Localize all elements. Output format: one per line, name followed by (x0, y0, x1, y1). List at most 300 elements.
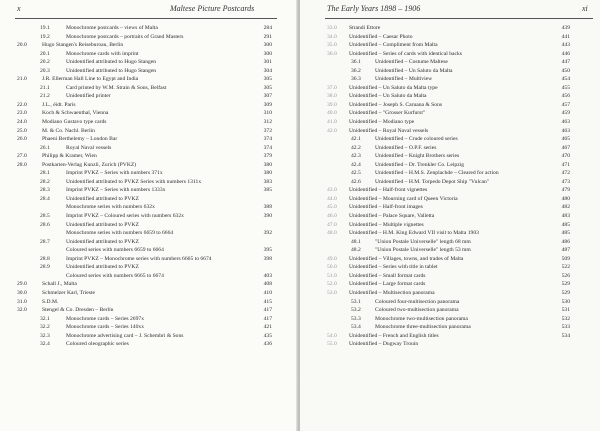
toc-entry (0, 221, 298, 230)
toc-entry-page: 300 (263, 42, 272, 49)
toc-entry-page: 439 (561, 25, 570, 31)
toc-entry-number: 20.0 (17, 42, 27, 49)
toc-entry (300, 323, 600, 332)
toc-entry-title: Imprint PVKZ – Monochrome series with numbers 6665 to 6674 (66, 255, 212, 262)
toc-entry-title: Monochrome cards – Series 2697x (66, 315, 144, 322)
toc-entry (0, 323, 298, 332)
toc-entry (300, 238, 600, 247)
toc-entry (300, 255, 600, 264)
toc-entry-page: 530 (561, 298, 570, 305)
toc-entry-title: S.D.M. (42, 298, 59, 305)
toc-entry-number: 30.0 (17, 289, 27, 296)
toc-entry-title: Unidentified – Multiview (375, 76, 433, 83)
right-header-rule (325, 18, 593, 19)
toc-entry (0, 161, 298, 170)
toc-entry (0, 58, 298, 67)
toc-entry-number: 33.0 (327, 25, 337, 31)
toc-entry (300, 127, 600, 136)
toc-entry-page: 380 (263, 161, 272, 168)
toc-entry-title: "Union Postale Universelle" length 68 mm (375, 238, 471, 245)
toc-entry-title: Unidentified – O.P.F. series (375, 144, 437, 151)
toc-entry-number: 51.0 (327, 272, 337, 279)
toc-entry-page: 408 (263, 281, 272, 288)
toc-entry-title: Unidentified – Large format cards (349, 281, 426, 288)
toc-entry-number: 28.3 (40, 187, 50, 194)
toc-entry-title: "Union Postale Universelle" length 53 mm (375, 247, 471, 254)
toc-entry (0, 238, 298, 247)
toc-entry (300, 152, 600, 161)
left-running-head (0, 4, 298, 18)
right-contents-list (300, 24, 600, 349)
toc-entry-page: 522 (561, 264, 570, 271)
toc-entry-page: 300 (263, 50, 272, 57)
toc-entry (300, 298, 600, 307)
toc-entry-page: 454 (561, 76, 570, 83)
toc-entry (300, 84, 600, 93)
toc-entry-title: Unidentified – French and English titles (349, 332, 439, 339)
toc-entry-title: Unidentified – Royal Naval vessels (349, 127, 429, 134)
toc-entry-number: 32.1 (40, 315, 50, 322)
toc-entry-number: 54.0 (327, 332, 337, 339)
toc-entry (0, 340, 298, 349)
toc-entry-page: 307 (263, 93, 272, 100)
toc-entry-page: 455 (561, 84, 570, 91)
toc-entry (300, 195, 600, 204)
toc-entry (300, 24, 600, 33)
toc-entry-title: Unidentified – H.M. Torpedo Depot Ship "Vulcan" (375, 178, 490, 185)
toc-entry-number: 45.0 (327, 204, 337, 211)
toc-entry-page: 304 (263, 67, 272, 74)
toc-entry-number: 24.0 (17, 119, 27, 126)
toc-entry-page: 467 (561, 144, 570, 151)
toc-entry (0, 195, 298, 204)
toc-entry (300, 169, 600, 178)
toc-entry-page: 447 (561, 59, 570, 66)
toc-entry-title: Imprint PVKZ – Series with numbers 371x (66, 170, 163, 177)
toc-entry-title: M. & Co. Nachl. Berlin (42, 127, 95, 134)
toc-entry-title: Unidentified attributed to PVKZ (66, 264, 139, 271)
toc-entry (300, 186, 600, 195)
toc-entry-title: Unidentified attributed to Hugo Stangen (66, 59, 157, 66)
toc-entry (300, 289, 600, 298)
toc-entry (0, 229, 298, 238)
toc-entry-title: Philipp & Kramer, Wien (42, 153, 97, 160)
toc-entry-title: Unidentified – Small format cards (349, 272, 426, 279)
toc-entry-number: 55.0 (327, 341, 337, 348)
toc-entry (0, 127, 298, 136)
toc-entry-number: 53.3 (351, 315, 361, 322)
toc-entry-number: 48.2 (351, 247, 361, 254)
toc-entry (0, 67, 298, 76)
toc-entry-page: 487 (561, 247, 570, 254)
toc-entry (0, 280, 298, 289)
toc-entry-title: Strandi Ettore (349, 25, 381, 31)
toc-entry-page: 435 (263, 332, 272, 339)
toc-entry-page: 533 (561, 324, 570, 331)
toc-entry-title: Imprint PVKZ – Series with numbers 1333x (66, 187, 166, 194)
toc-entry (0, 255, 298, 264)
toc-entry-number: 20.2 (40, 59, 50, 66)
toc-entry-number: 28.5 (40, 213, 50, 220)
toc-entry (300, 315, 600, 324)
toc-entry-title: Schall J., Malta (42, 281, 77, 288)
toc-entry-page: 463 (561, 119, 570, 126)
left-page-title: Maltese Picture Postcards (170, 4, 255, 13)
toc-entry-number: 28.2 (40, 178, 50, 185)
toc-entry (0, 109, 298, 118)
toc-entry-page: 310 (263, 110, 272, 117)
toc-entry-title: Unidentified – Villages, towns, and trades of Malta (349, 255, 464, 262)
toc-entry-number: 28.8 (40, 255, 50, 262)
toc-entry-number: 23.0 (17, 110, 27, 117)
toc-entry (300, 109, 600, 118)
toc-entry-number: 47.0 (327, 221, 337, 228)
toc-entry (0, 246, 298, 255)
toc-entry-number: 42.0 (327, 127, 337, 134)
toc-entry-title: Monochrome three-multisection panorama (375, 324, 471, 331)
left-contents-list (0, 24, 298, 349)
toc-entry (0, 212, 298, 221)
toc-entry-title: Coloured four-multisection panorama (375, 298, 460, 305)
toc-entry (0, 289, 298, 298)
toc-entry-page: 479 (561, 187, 570, 194)
toc-entry-number: 28.7 (40, 238, 50, 245)
toc-entry-title: Unidentified – Mourning card of Queen Victoria (349, 195, 458, 202)
toc-entry-number: 22.0 (17, 101, 27, 108)
toc-entry-page: 383 (263, 178, 272, 185)
toc-entry (300, 272, 600, 281)
toc-entry (0, 118, 298, 127)
toc-entry-title: J.L., éidt. Paris (42, 101, 76, 108)
toc-entry-number: 19.2 (40, 33, 50, 40)
toc-entry-page: 531 (561, 307, 570, 314)
toc-entry-number: 38.0 (327, 93, 337, 100)
toc-entry-number: 48.1 (351, 238, 361, 245)
toc-entry-page: 417 (263, 315, 272, 322)
toc-entry-page: 485 (561, 221, 570, 228)
toc-entry-page: 463 (561, 127, 570, 134)
toc-entry-number: 34.0 (327, 33, 337, 40)
toc-entry-number: 42.1 (351, 136, 361, 143)
toc-entry-title: Koch & Schwaenthal, Vienna (42, 110, 109, 117)
toc-entry-title: Coloured two-multisection panorama (375, 307, 459, 314)
toc-entry-title: Stengel & Co. Dresden – Berlin (42, 307, 114, 314)
toc-entry-page: 473 (561, 178, 570, 185)
toc-entry (300, 144, 600, 153)
toc-entry (300, 50, 600, 59)
toc-entry (300, 280, 600, 289)
toc-entry-page: 471 (561, 161, 570, 168)
toc-entry (300, 161, 600, 170)
toc-entry (300, 101, 600, 110)
toc-entry-page: 291 (263, 33, 272, 40)
toc-entry-number: 20.3 (40, 67, 50, 74)
toc-entry-title: Unidentified – Dr. Trenkler Co. Leipzig (375, 161, 465, 168)
toc-entry (0, 50, 298, 59)
toc-entry-number: 28.6 (40, 221, 50, 228)
toc-entry (300, 118, 600, 127)
toc-entry-number: 42.2 (351, 144, 361, 151)
toc-entry (0, 41, 298, 50)
toc-entry-page: 529 (561, 289, 570, 296)
toc-entry (300, 67, 600, 76)
toc-entry-number: 19.1 (40, 25, 50, 31)
toc-entry-number: 43.0 (327, 187, 337, 194)
toc-entry (300, 41, 600, 50)
toc-entry-number: 48.0 (327, 230, 337, 237)
toc-entry-title: Coloured oleographic series (66, 341, 129, 348)
toc-entry-title: Monochrome two-multisection panorama (375, 315, 468, 322)
toc-entry-title: Unidentified – Un Saluto da Malta (349, 93, 427, 100)
toc-entry-title: Unidentified – Costume Maltese (375, 59, 448, 66)
toc-entry-page: 312 (263, 119, 272, 126)
toc-entry (300, 229, 600, 238)
toc-entry (0, 178, 298, 187)
toc-entry-title: Hugo Stangen's Reiseburoau, Berlin (42, 42, 124, 49)
toc-entry (0, 332, 298, 341)
toc-entry-page: 372 (263, 127, 272, 134)
toc-entry-page: 398 (263, 255, 272, 262)
toc-entry-page: 482 (561, 204, 570, 211)
toc-entry-number: 21.2 (40, 93, 50, 100)
toc-entry-page: 284 (263, 25, 272, 31)
toc-entry-title: Monochrome postcards – portraits of Grand Masters (66, 33, 184, 40)
toc-entry-title: Unidentified printer (66, 93, 111, 100)
toc-entry-page: 472 (561, 170, 570, 177)
toc-entry-number: 52.0 (327, 281, 337, 288)
toc-entry-title: Unidentified – Palace Square, Valletta (349, 213, 435, 220)
toc-entry-number: 42.3 (351, 153, 361, 160)
toc-entry-title: Phaeni Berthelemy – London Bar (42, 136, 118, 143)
toc-entry-number: 53.1 (351, 298, 361, 305)
toc-entry-number: 37.0 (327, 84, 337, 91)
toc-entry (0, 84, 298, 93)
toc-entry-page: 380 (263, 170, 272, 177)
toc-entry-page: 441 (561, 33, 570, 40)
toc-entry-title: Unidentified – Half-front images (349, 204, 423, 211)
toc-entry (300, 75, 600, 84)
toc-entry-number: 32.2 (40, 324, 50, 331)
toc-entry-page: 534 (561, 332, 570, 339)
toc-entry-number: 28.1 (40, 170, 50, 177)
toc-entry-title: Unidentified attributed to Hugo Stangen (66, 67, 157, 74)
toc-entry-page: 309 (263, 101, 272, 108)
toc-entry-number: 31.0 (17, 298, 27, 305)
toc-entry-number: 39.0 (327, 101, 337, 108)
toc-entry-number: 41.0 (327, 119, 337, 126)
toc-entry-title: Monochrome postcards – views of Malta (66, 25, 158, 31)
toc-entry-page: 403 (263, 272, 272, 279)
toc-entry-page: 436 (263, 341, 272, 348)
toc-entry-page: 446 (561, 50, 570, 57)
toc-entry-title: Royal Naval vessels (66, 144, 112, 151)
toc-entry (0, 169, 298, 178)
toc-entry-title: Unidentified – Series with title in tablet (349, 264, 438, 271)
toc-entry (0, 203, 298, 212)
toc-entry-number: 32.4 (40, 341, 50, 348)
toc-entry-number: 53.4 (351, 324, 361, 331)
toc-entry-number: 29.0 (17, 281, 27, 288)
toc-entry-number: 42.4 (351, 161, 361, 168)
toc-entry (0, 152, 298, 161)
toc-entry (300, 340, 600, 349)
toc-entry-page: 456 (561, 93, 570, 100)
toc-entry (300, 306, 600, 315)
toc-entry-number: 21.0 (17, 76, 27, 83)
toc-entry-page: 459 (561, 110, 570, 117)
toc-entry (300, 33, 600, 42)
toc-entry-page: 385 (263, 187, 272, 194)
toc-entry-page: 470 (561, 153, 570, 160)
toc-entry-page: 485 (561, 230, 570, 237)
toc-entry-title: Monochrome cards – Series 140xx (66, 324, 144, 331)
toc-entry-page: 529 (561, 281, 570, 288)
toc-entry (300, 203, 600, 212)
toc-entry-title: Monochrome advertising card – J. Schembri & Sons (66, 332, 184, 339)
toc-entry-page: 374 (263, 136, 272, 143)
toc-entry-number: 42.5 (351, 170, 361, 177)
toc-entry (300, 332, 600, 341)
toc-entry-page: 417 (263, 307, 272, 314)
toc-entry (300, 178, 600, 187)
toc-entry-number: 26.0 (17, 136, 27, 143)
toc-entry-number: 36.1 (351, 59, 361, 66)
toc-entry-title: Unidentified – Multisection panorama (349, 289, 435, 296)
toc-entry-title: Imprint PVKZ – Coloured series with numbers 632x (66, 213, 184, 220)
toc-entry-number: 40.0 (327, 110, 337, 117)
toc-entry-title: Card printed by W.M. Strain & Sons, Belfast (66, 84, 167, 91)
toc-entry-title: Unidentified attributed to PVKZ (66, 195, 139, 202)
left-page (0, 0, 298, 431)
toc-entry-number: 20.1 (40, 50, 50, 57)
toc-entry (0, 101, 298, 110)
toc-entry-number: 42.6 (351, 178, 361, 185)
toc-entry-title: Unidentified – Dugway Trouin (349, 341, 419, 348)
toc-entry (300, 135, 600, 144)
toc-entry-title: Unidentified – Multiple vignettes (349, 221, 424, 228)
toc-entry-title: Schmelzer Karl, Trieste (42, 289, 95, 296)
toc-entry-page: 388 (263, 204, 272, 211)
toc-entry-title: Unidentified – H.M. King Edward VII visit to Malta 1903 (349, 230, 479, 237)
toc-entry (300, 263, 600, 272)
toc-entry-page: 392 (263, 230, 272, 237)
toc-entry-title: Unidentified – Half-front vignettes (349, 187, 428, 194)
toc-entry-number: 28.4 (40, 195, 50, 202)
toc-entry (300, 221, 600, 230)
toc-entry-title: Coloured series with numbers 6659 to 6664 (66, 247, 164, 254)
toc-entry-title: Monochrome cards with imprint (66, 50, 139, 57)
toc-entry (0, 315, 298, 324)
toc-entry-title: Unidentified attributed to PVKZ Series with numbers 1311x (66, 178, 202, 185)
toc-entry-number: 49.0 (327, 255, 337, 262)
toc-entry-title: Coloured series with numbers 6665 to 6674 (66, 272, 164, 279)
toc-entry-page: 305 (263, 76, 272, 83)
toc-entry-page: 480 (561, 195, 570, 202)
toc-entry-page: 486 (561, 238, 570, 245)
toc-entry (0, 33, 298, 42)
toc-entry-number: 53.0 (327, 289, 337, 296)
toc-entry-page: 526 (561, 272, 570, 279)
toc-entry-page: 301 (263, 59, 272, 66)
toc-entry-title: Unidentified – Crude coloured series (375, 136, 458, 143)
toc-entry-title: J.R. Ellerman Hall Line to Egypt and India (42, 76, 139, 83)
toc-entry-title: Modiano Gustavo type cards (42, 119, 107, 126)
toc-entry-number: 36.0 (327, 50, 337, 57)
left-page-number: x (17, 4, 21, 13)
toc-entry-number: 50.0 (327, 264, 337, 271)
toc-entry-number: 46.0 (327, 213, 337, 220)
toc-entry (0, 144, 298, 153)
toc-entry-title: Unidentified – Un Saluto da Malta type (349, 84, 438, 91)
toc-entry-page: 457 (561, 101, 570, 108)
toc-entry-number: 32.3 (40, 332, 50, 339)
toc-entry (0, 263, 298, 272)
toc-entry (0, 135, 298, 144)
toc-entry-title: Unidentified – Caesar Photo (349, 33, 413, 40)
toc-entry-number: 28.9 (40, 264, 50, 271)
toc-entry-title: Unidentified – "Grosser Kurfurst" (349, 110, 426, 117)
toc-entry-page: 483 (561, 213, 570, 220)
right-page-number: xi (582, 4, 588, 13)
toc-entry (0, 24, 298, 33)
toc-entry-page: 509 (561, 255, 570, 262)
toc-entry-number: 36.2 (351, 67, 361, 74)
toc-entry-number: 27.0 (17, 153, 27, 160)
toc-entry-page: 443 (561, 42, 570, 49)
toc-entry-title: Unidentified attributed to PVKZ (66, 221, 139, 228)
toc-entry-page: 305 (263, 84, 272, 91)
toc-entry-title: Unidentified – Joseph S. Caruana & Sons (349, 101, 443, 108)
toc-entry (300, 212, 600, 221)
toc-entry-page: 395 (263, 247, 272, 254)
toc-entry-number: 28.0 (17, 161, 27, 168)
toc-entry-title: Unidentified – Series of cards with identical backs (349, 50, 462, 57)
toc-entry-number: 32.0 (17, 307, 27, 314)
toc-entry-page: 374 (263, 144, 272, 151)
toc-entry-page: 465 (561, 136, 570, 143)
toc-entry-title: Postkarten-Verlag Kunzli, Zurich (PVKZ) (42, 161, 137, 168)
toc-entry-number: 53.2 (351, 307, 361, 314)
toc-entry-number: 35.0 (327, 42, 337, 49)
toc-entry (0, 298, 298, 307)
toc-entry-page: 415 (263, 298, 272, 305)
toc-entry (300, 58, 600, 67)
toc-entry-number: 44.0 (327, 195, 337, 202)
toc-entry (0, 75, 298, 84)
toc-entry-page: 421 (263, 324, 272, 331)
toc-entry (0, 186, 298, 195)
toc-entry (0, 306, 298, 315)
toc-entry (0, 92, 298, 101)
toc-entry-title: Unidentified – Compliment from Malta (349, 42, 438, 49)
left-header-rule (15, 18, 277, 19)
toc-entry-title: Monochrome series with numbers 6659 to 6664 (66, 230, 174, 237)
right-page (300, 0, 600, 431)
toc-entry-title: Unidentified – Knight Brothers series (375, 153, 460, 160)
toc-entry-page: 532 (561, 315, 570, 322)
toc-entry-number: 25.0 (17, 127, 27, 134)
toc-entry (0, 272, 298, 281)
toc-entry-page: 450 (561, 67, 570, 74)
right-running-head (300, 4, 600, 18)
right-page-title: The Early Years 1898 – 1906 (327, 4, 421, 13)
toc-entry-title: Monochrome series with numbers 632x (66, 204, 155, 211)
toc-entry-number: 21.1 (40, 84, 50, 91)
toc-entry-title: Unidentified – Un Saluto da Malta (375, 67, 453, 74)
toc-entry-number: 36.3 (351, 76, 361, 83)
toc-entry-page: 410 (263, 289, 272, 296)
toc-entry (300, 92, 600, 101)
